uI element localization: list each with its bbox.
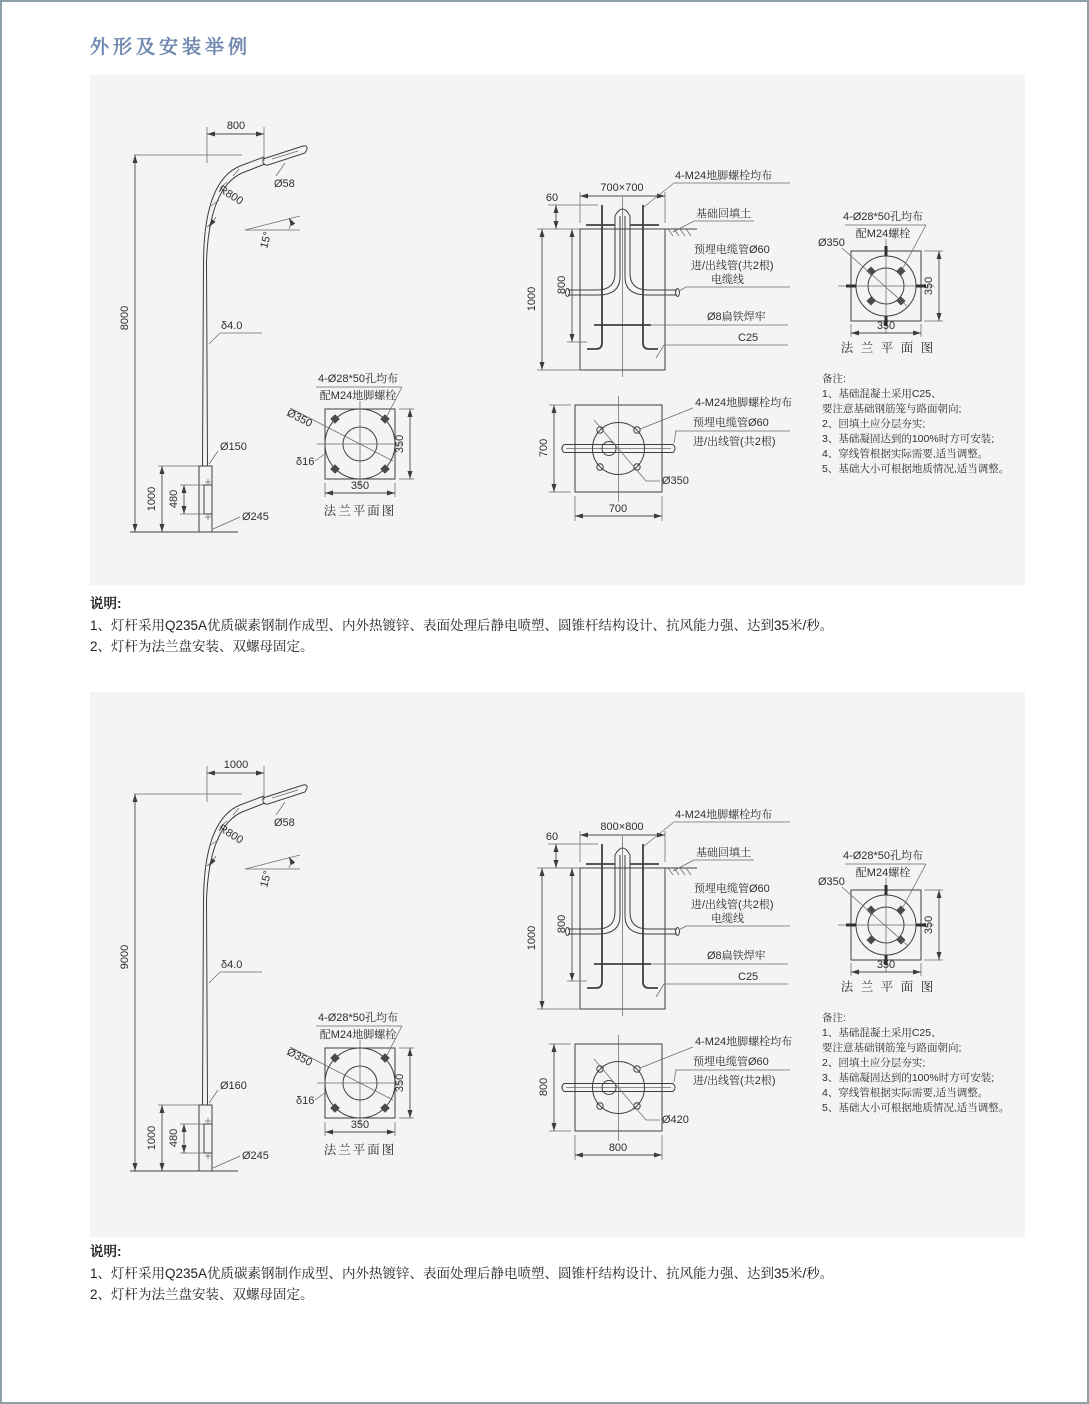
conduit-pipe <box>568 855 615 929</box>
dim-bolt-circle: Ø350 <box>818 876 845 888</box>
page-title: 外形及安装举例 <box>90 37 252 58</box>
label-cable: 电缆线 <box>711 274 744 286</box>
dim-foundation-size: 800×800 <box>600 821 644 833</box>
note-line: 要注意基础钢筋笼与路面朝向; <box>822 403 962 415</box>
label-backfill: 基础回填土 <box>696 208 751 220</box>
anchor-bolt-icon <box>330 1103 340 1113</box>
label-plan-bolts: 4-M24地脚螺栓均布 <box>695 397 793 409</box>
anchor-bolt-icon <box>330 1053 340 1063</box>
anchor-bolt <box>643 205 658 349</box>
notes-title: 备注: <box>822 1012 846 1024</box>
dim-bend-radius: R800 <box>216 822 246 847</box>
flange-caption: 法 兰 平 面 图 <box>840 341 936 355</box>
dim-flange-width: 350 <box>350 1119 370 1131</box>
notes-block <box>822 372 1009 475</box>
dim-arm-length: 1000 <box>223 759 249 771</box>
dim-flange-thickness: δ16 <box>296 1095 315 1107</box>
label-concrete: C25 <box>738 971 759 983</box>
dim-bolt-offset: 60 <box>545 831 559 843</box>
dim-pedestal-height: 1000 <box>146 486 158 512</box>
label-holes: 4-Ø28*50孔均布 <box>317 373 399 385</box>
anchor-bolt-icon <box>866 296 875 305</box>
label-plan-inout: 进/出线管(共2根) <box>693 1075 776 1087</box>
note-line: 4、穿线管根据实际需要,适当调整。 <box>822 1087 989 1099</box>
label-bolts: 配M24螺栓 <box>855 228 911 240</box>
flange-plan-left <box>285 1010 414 1157</box>
description-line: 1、灯杆采用Q235A优质碳素钢制作成型、内外热镀锌、表面处理后静电喷塑、圆锥杆结构设计、抗风能力强、达到35米/秒。 <box>90 1265 834 1281</box>
dim-bolt-circle: Ø350 <box>284 1045 315 1069</box>
dim-door-height: 480 <box>168 489 180 509</box>
note-line: 2、回填土应分层夯实; <box>822 418 926 430</box>
hand-hole <box>204 485 212 514</box>
anchor-bolt <box>587 205 602 349</box>
label-backfill: 基础回填土 <box>696 847 751 859</box>
label-conduit: 预埋电缆管Ø60 <box>694 883 770 895</box>
dim-flange-height: 350 <box>923 276 935 296</box>
note-line: 3、基础凝固达到的100%时方可安装; <box>822 1072 995 1084</box>
label-anchor-bolts: 4-M24地脚螺栓均布 <box>675 809 773 821</box>
dim-bend-radius: R800 <box>216 183 246 208</box>
note-line: 1、基础混凝土采用C25、 <box>822 388 942 400</box>
pole-installation-drawing-1 <box>90 75 1025 585</box>
foundation-plan <box>538 395 792 521</box>
conduit-pipe <box>568 216 615 290</box>
label-plan-conduit: 预埋电缆管Ø60 <box>693 417 769 429</box>
label-plan-conduit: 预埋电缆管Ø60 <box>693 1056 769 1068</box>
hand-hole <box>204 1124 212 1153</box>
dim-total-depth: 1000 <box>526 286 538 312</box>
dim-pedestal-diameter: Ø245 <box>242 511 269 523</box>
dim-plan-width: 800 <box>608 1142 628 1154</box>
dim-flange-width: 350 <box>876 320 896 332</box>
diagram-panel-2 <box>90 692 1025 1237</box>
anchor-bolt-icon <box>380 464 390 474</box>
label-cable: 电缆线 <box>711 913 744 925</box>
foundation-section <box>526 168 790 377</box>
dim-pole-base-diameter: Ø160 <box>220 1080 247 1092</box>
flange-caption: 法兰平面图 <box>323 504 397 518</box>
label-bolts: 配M24螺栓 <box>855 867 911 879</box>
anchor-bolt-icon <box>380 414 390 424</box>
dim-arm-diameter: Ø58 <box>274 178 295 190</box>
note-line: 5、基础大小可根据地质情况,适当调整。 <box>822 1102 1010 1114</box>
foundation-section <box>526 807 790 1016</box>
dim-pedestal-diameter: Ø245 <box>242 1150 269 1162</box>
note-line: 4、穿线管根据实际需要,适当调整。 <box>822 448 989 460</box>
anchor-bolt-icon <box>380 1103 390 1113</box>
label-inout-pipes: 进/出线管(共2根) <box>691 899 774 911</box>
anchor-bolt <box>643 844 658 988</box>
dim-flange-height: 350 <box>394 1073 406 1093</box>
description-line: 1、灯杆采用Q235A优质碳素钢制作成型、内外热镀锌、表面处理后静电喷塑、圆锥杆结构设计、抗风能力强、达到35米/秒。 <box>90 617 834 633</box>
dim-pedestal-height: 1000 <box>146 1125 158 1151</box>
pole-installation-drawing-2 <box>90 714 1025 1224</box>
dim-flange-width: 350 <box>350 480 370 492</box>
pedestal <box>199 1105 212 1171</box>
dim-total-depth: 1000 <box>526 925 538 951</box>
note-line: 5、基础大小可根据地质情况,适当调整。 <box>822 463 1010 475</box>
description-1 <box>90 593 1025 658</box>
note-line: 2、回填土应分层夯实; <box>822 1057 926 1069</box>
flange-caption: 法兰平面图 <box>323 1143 397 1157</box>
dim-wall-thickness: δ4.0 <box>221 959 243 971</box>
flange-caption: 法 兰 平 面 图 <box>840 980 936 994</box>
label-flat-iron: Ø8扁铁焊牢 <box>707 950 766 962</box>
dim-plan-height: 800 <box>538 1077 550 1097</box>
dim-flange-height: 350 <box>923 915 935 935</box>
dim-tilt-angle: 15° <box>258 230 275 250</box>
pedestal <box>199 466 212 532</box>
flange-plan-left <box>285 371 414 518</box>
lamp-head <box>263 146 307 165</box>
dim-inner-depth: 800 <box>556 914 568 934</box>
anchor-bolt-icon <box>866 935 875 944</box>
label-holes: 4-Ø28*50孔均布 <box>842 850 924 862</box>
anchor-bolt-icon <box>330 464 340 474</box>
pole-elevation <box>119 759 307 1171</box>
dim-door-height: 480 <box>168 1128 180 1148</box>
dim-pole-height: 8000 <box>119 305 131 331</box>
lamp-head <box>263 785 307 804</box>
label-holes: 4-Ø28*50孔均布 <box>317 1012 399 1024</box>
note-line: 1、基础混凝土采用C25、 <box>822 1027 942 1039</box>
label-concrete: C25 <box>738 332 759 344</box>
dim-wall-thickness: δ4.0 <box>221 320 243 332</box>
dim-flange-height: 350 <box>394 434 406 454</box>
dim-bolt-circle: Ø350 <box>818 237 845 249</box>
dim-pole-height: 9000 <box>119 944 131 970</box>
description-2 <box>90 1241 1025 1306</box>
diagram-panel-1 <box>90 75 1025 585</box>
dim-flange-width: 350 <box>876 959 896 971</box>
description-line: 2、灯杆为法兰盘安装、双螺母固定。 <box>90 1287 314 1303</box>
description-title: 说明: <box>90 1244 122 1259</box>
flange-plan-right <box>818 209 943 355</box>
dim-pole-base-diameter: Ø150 <box>220 441 247 453</box>
foundation-plan <box>538 1034 792 1160</box>
description-title: 说明: <box>90 596 122 611</box>
label-flat-iron: Ø8扁铁焊牢 <box>707 311 766 323</box>
label-inout-pipes: 进/出线管(共2根) <box>691 260 774 272</box>
dim-plan-width: 700 <box>608 503 628 515</box>
label-plan-inout: 进/出线管(共2根) <box>693 436 776 448</box>
flange-plan-right <box>818 848 943 994</box>
notes-block <box>822 1011 1009 1114</box>
anchor-bolt-icon <box>380 1053 390 1063</box>
dim-flange-thickness: δ16 <box>296 456 315 468</box>
note-line: 3、基础凝固达到的100%时方可安装; <box>822 433 995 445</box>
dim-plan-circle: Ø350 <box>662 475 689 487</box>
dim-bolt-circle: Ø350 <box>284 406 315 430</box>
dim-plan-circle: Ø420 <box>662 1114 689 1126</box>
dim-inner-depth: 800 <box>556 275 568 295</box>
anchor-bolt <box>587 844 602 988</box>
pole-elevation <box>119 120 307 532</box>
label-plan-bolts: 4-M24地脚螺栓均布 <box>695 1036 793 1048</box>
notes-title: 备注: <box>822 373 846 385</box>
label-anchor-bolts: 4-M24地脚螺栓均布 <box>675 170 773 182</box>
dim-bolt-offset: 60 <box>545 192 559 204</box>
dim-foundation-size: 700×700 <box>600 182 644 194</box>
label-holes: 4-Ø28*50孔均布 <box>842 211 924 223</box>
description-line: 2、灯杆为法兰盘安装、双螺母固定。 <box>90 639 314 655</box>
label-bolts: 配M24地脚螺栓 <box>319 1029 397 1041</box>
anchor-bolt-icon <box>896 905 905 914</box>
dim-arm-diameter: Ø58 <box>274 817 295 829</box>
dim-tilt-angle: 15° <box>258 869 275 889</box>
anchor-bolt-icon <box>896 266 905 275</box>
label-conduit: 预埋电缆管Ø60 <box>694 244 770 256</box>
anchor-bolt-icon <box>330 414 340 424</box>
dim-plan-height: 700 <box>538 438 550 458</box>
label-bolts: 配M24地脚螺栓 <box>319 390 397 402</box>
note-line: 要注意基础钢筋笼与路面朝向; <box>822 1042 962 1054</box>
dim-arm-length: 800 <box>226 120 246 132</box>
